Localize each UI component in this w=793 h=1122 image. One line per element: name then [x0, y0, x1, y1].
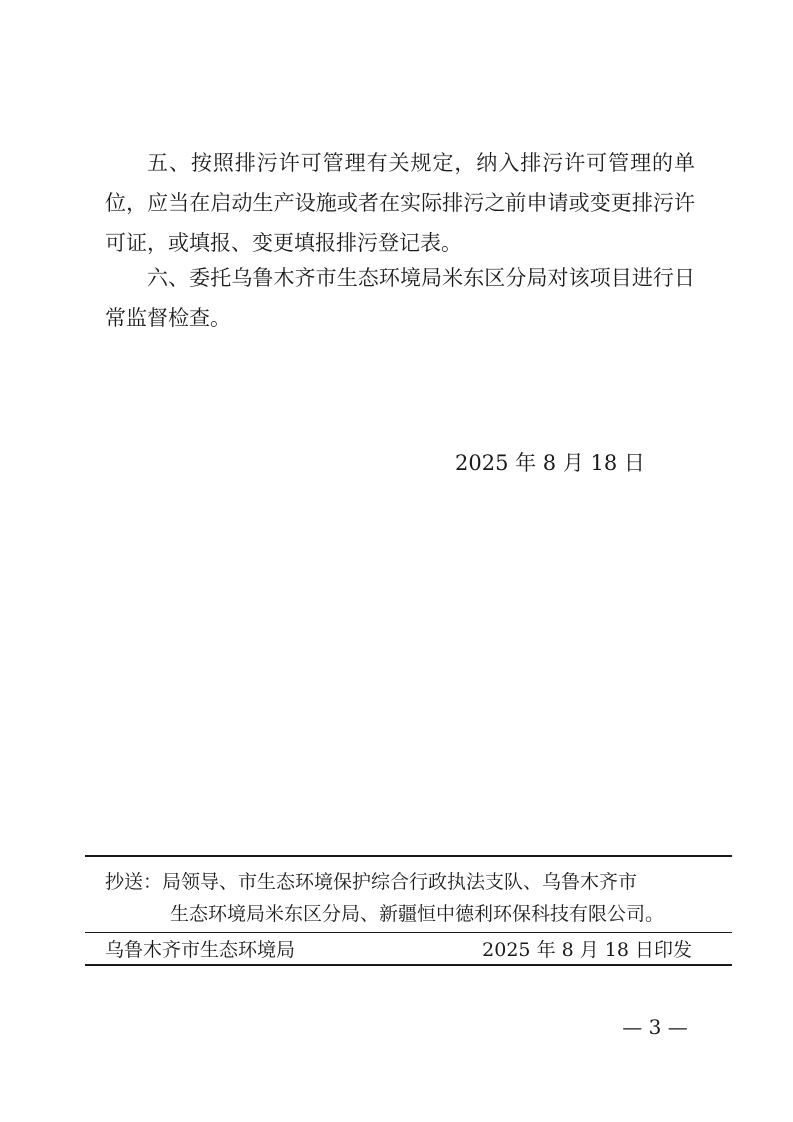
footer-bottom-rule: [85, 964, 732, 966]
paragraph-item-6: 六、委托乌鲁木齐市生态环境局米东区分局对该项目进行日常监督检查。: [105, 266, 695, 330]
cc-recipients-line-1: 抄送：局领导、市生态环境保护综合行政执法支队、乌鲁木齐市: [105, 871, 638, 893]
page-number: — 3 —: [622, 1015, 688, 1039]
paragraph-item-5: 五、按照排污许可管理有关规定，纳入排污许可管理的单位，应当在启动生产设施或者在实际排污之前申请或变更排污许可证，或填报、变更填报排污登记表。: [105, 151, 695, 255]
issuing-authority: 乌鲁木齐市生态环境局: [105, 939, 296, 961]
footer-top-rule: [85, 855, 732, 857]
footer-middle-rule: [85, 932, 732, 933]
signature-date: 2025 年 8 月 18 日: [455, 451, 645, 475]
issue-date: 2025 年 8 月 18 日印发: [482, 939, 692, 961]
cc-recipients-line-2: 生态环境局米东区分局、新疆恒中德利环保科技有限公司。: [170, 903, 665, 925]
